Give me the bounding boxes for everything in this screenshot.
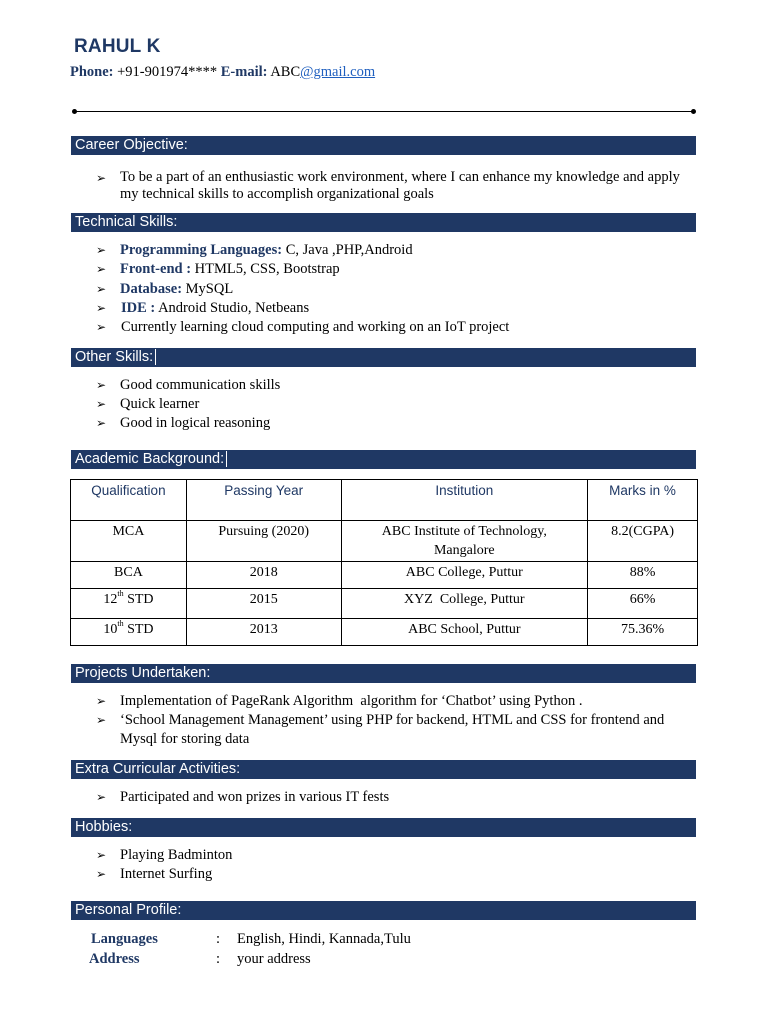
header-divider xyxy=(74,111,694,112)
career-objective-text: To be a part of an enthusiastic work environment, where I can enhance my knowledge and apply my technical skills to accomplish organizational goals xyxy=(120,169,680,202)
colon: : xyxy=(216,931,221,947)
cell-year: 2013 xyxy=(186,619,341,646)
bullet-arrow-icon: ➢ xyxy=(96,171,107,185)
cell-marks: 66% xyxy=(588,589,698,619)
colon: : xyxy=(216,951,221,967)
section-hobbies: Hobbies: xyxy=(71,818,696,837)
bullet-arrow-icon: ➢ xyxy=(96,694,107,708)
tech-skill-label: Front-end : xyxy=(120,261,192,277)
section-other-skills: Other Skills: xyxy=(71,348,696,367)
section-technical-skills: Technical Skills: xyxy=(71,213,696,232)
languages-value: English, Hindi, Kannada,Tulu xyxy=(237,931,411,947)
career-objective-item xyxy=(96,169,696,209)
cell-institution: ABC School, Puttur xyxy=(341,619,588,646)
email-user: ABC xyxy=(270,64,301,80)
hobby-text: Playing Badminton xyxy=(120,847,233,863)
table-header-row xyxy=(71,480,698,521)
other-skill-text: Good in logical reasoning xyxy=(120,415,271,431)
table-row xyxy=(71,619,698,646)
section-extra-curricular: Extra Curricular Activities: xyxy=(71,760,696,779)
languages-label: Languages xyxy=(91,931,158,947)
email-value[interactable] xyxy=(270,64,375,80)
cell-year: 2015 xyxy=(186,589,341,619)
cell-qualification: MCA xyxy=(71,521,187,562)
bullet-arrow-icon: ➢ xyxy=(96,790,107,804)
tech-skill-value: HTML5, CSS, Bootstrap xyxy=(191,261,340,277)
bullet-arrow-icon: ➢ xyxy=(96,397,107,411)
cell-marks: 88% xyxy=(588,562,698,589)
contact-line xyxy=(70,64,375,81)
other-skill-text: Good communication skills xyxy=(120,377,281,393)
cell-institution: ABC Institute of Technology, Mangalore xyxy=(341,521,588,562)
project-text: ‘School Management Management’ using PHP for backend, HTML and CSS for frontend and Mysql for storing data xyxy=(120,712,665,747)
tech-skill-value: Currently learning cloud computing and working on an IoT project xyxy=(121,319,510,335)
profile-languages-row xyxy=(0,929,768,949)
tech-skill-label: Programming Languages: xyxy=(120,242,283,258)
tech-skill-value: C, Java ,PHP,Android xyxy=(282,242,413,258)
header-marks: Marks in % xyxy=(588,480,698,521)
table-row xyxy=(71,562,698,589)
phone-label: Phone: xyxy=(70,64,114,80)
email-label: E-mail: xyxy=(220,64,268,80)
extra-curricular-text: Participated and won prizes in various IT fests xyxy=(120,789,390,805)
tech-skill-value: Android Studio, Netbeans xyxy=(155,300,310,316)
bullet-arrow-icon: ➢ xyxy=(96,378,107,392)
header-institution: Institution xyxy=(341,480,588,521)
table-row xyxy=(71,521,698,562)
section-academic-background: Academic Background: xyxy=(71,450,696,469)
address-label: Address xyxy=(89,951,140,967)
bullet-arrow-icon: ➢ xyxy=(96,416,107,430)
section-career-objective: Career Objective: xyxy=(71,136,696,155)
cell-marks: 75.36% xyxy=(588,619,698,646)
bullet-arrow-icon: ➢ xyxy=(96,848,107,862)
cell-marks: 8.2(CGPA) xyxy=(588,521,698,562)
tech-skill-label: IDE : xyxy=(121,300,156,316)
hobby-text: Internet Surfing xyxy=(120,866,213,882)
cell-institution: ABC College, Puttur xyxy=(341,562,588,589)
bullet-arrow-icon: ➢ xyxy=(96,301,107,315)
table-row xyxy=(71,589,698,619)
email-link[interactable]: @gmail.com xyxy=(300,64,376,80)
candidate-name: RAHUL K xyxy=(74,36,161,57)
header-qualification: Qualification xyxy=(71,480,187,521)
cell-qualification: 12th STD xyxy=(71,589,187,619)
project-text: Implementation of PageRank Algorithm algorithm for ‘Chatbot’ using Python . xyxy=(120,693,583,709)
academic-table xyxy=(70,479,698,646)
phone-value: +91-901974**** xyxy=(117,64,218,80)
bullet-arrow-icon: ➢ xyxy=(96,713,107,727)
cell-year: Pursuing (2020) xyxy=(186,521,341,562)
tech-skill-label: Database: xyxy=(120,281,183,297)
profile-address-row xyxy=(0,949,768,969)
cell-qualification: 10th STD xyxy=(71,619,187,646)
bullet-arrow-icon: ➢ xyxy=(96,320,107,334)
other-skill-text: Quick learner xyxy=(120,396,200,412)
cell-year: 2018 xyxy=(186,562,341,589)
rule-dot-right xyxy=(691,109,696,114)
bullet-arrow-icon: ➢ xyxy=(96,262,107,276)
bullet-arrow-icon: ➢ xyxy=(96,243,107,257)
tech-skill-value: MySQL xyxy=(182,281,234,297)
header-passing-year: Passing Year xyxy=(186,480,341,521)
cell-institution: XYZ College, Puttur xyxy=(341,589,588,619)
bullet-arrow-icon: ➢ xyxy=(96,867,107,881)
bullet-arrow-icon: ➢ xyxy=(96,282,107,296)
section-personal-profile: Personal Profile: xyxy=(71,901,696,920)
section-projects: Projects Undertaken: xyxy=(71,664,696,683)
address-value: your address xyxy=(237,951,311,967)
cell-qualification: BCA xyxy=(71,562,187,589)
